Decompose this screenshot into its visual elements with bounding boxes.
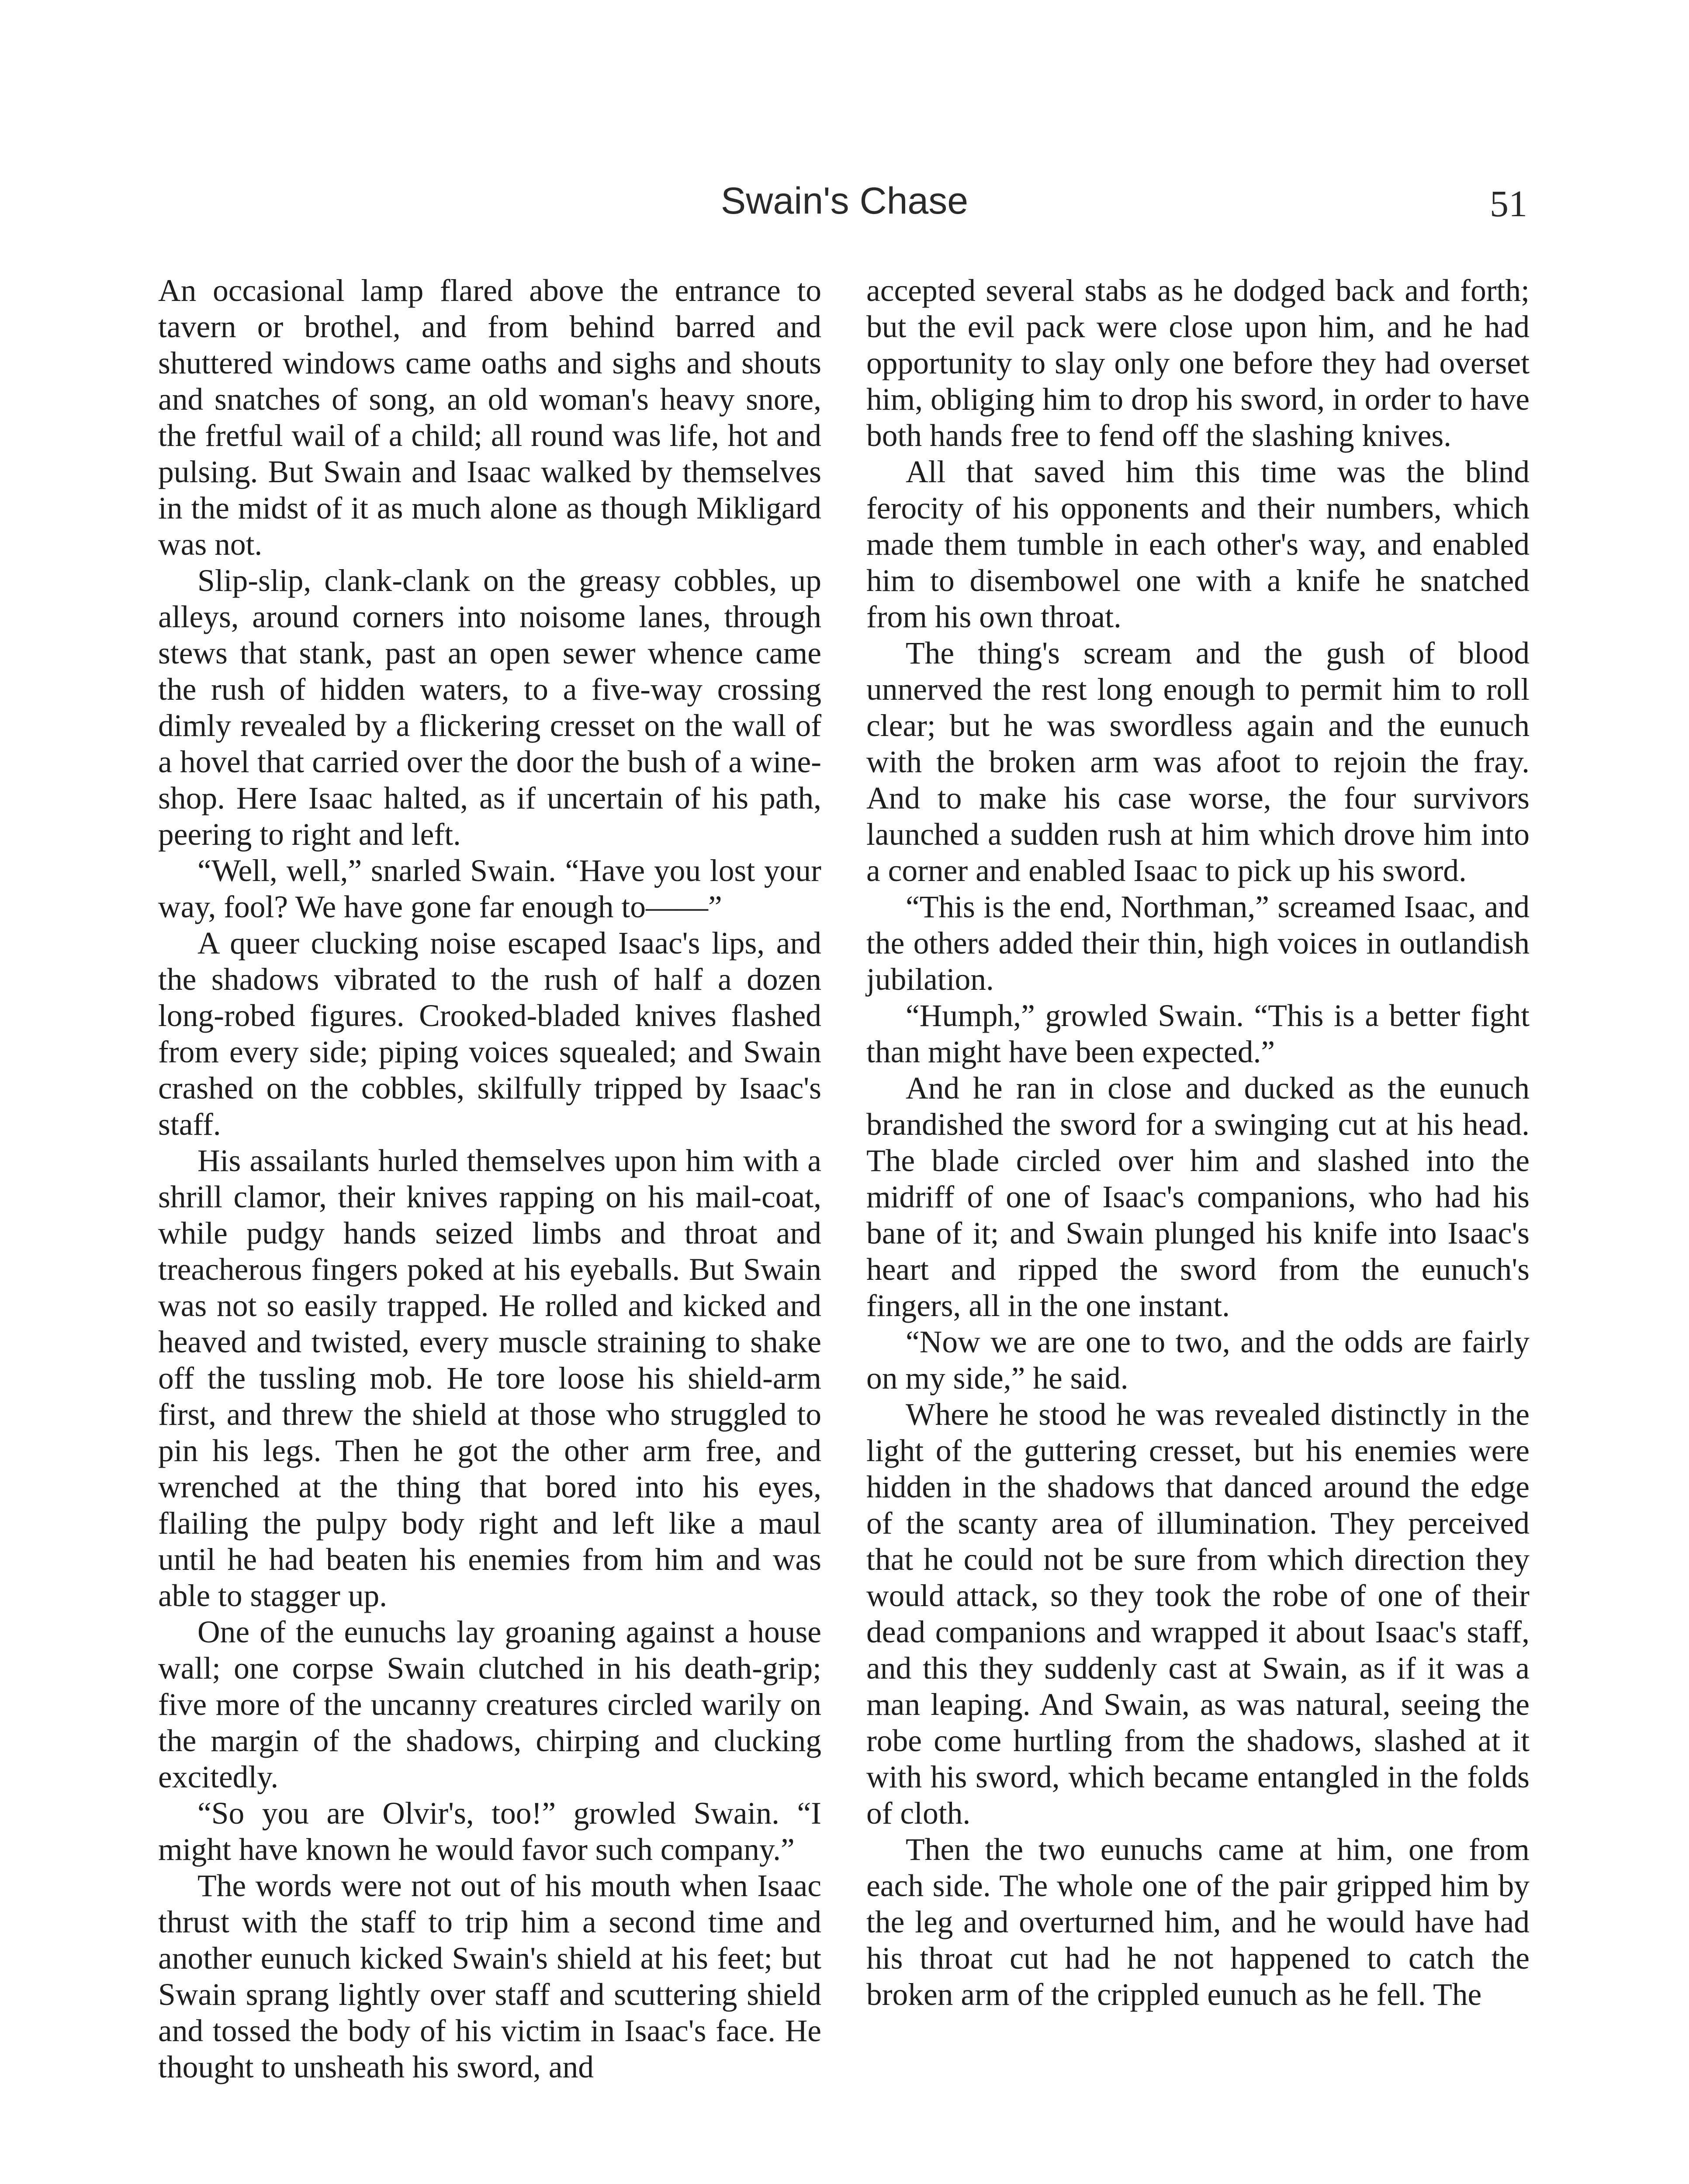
- paragraph: One of the eunuchs lay groaning against a house wall; one corpse Swain clutched in his death-grip; five more of the uncanny creatures circled warily on the margin of the shadows, chirping and clucking excitedly.: [158, 1615, 821, 1794]
- paragraph: accepted several stabs as he dodged back and forth; but the evil pack were close upon him, and he had opportunity to slay only one before they had overset him, obliging him to drop his sword, in order to have both hands free to fend off the slashing knives.: [866, 273, 1530, 453]
- paragraph: “So you are Olvir's, too!” growled Swain. “I might have known he would favor such company.”: [158, 1796, 821, 1867]
- paragraph: His assailants hurled themselves upon him with a shrill clamor, their knives rapping on his mail-coat, while pudgy hands seized limbs and throat and treacherous fingers poked at his eyeballs. But Swain was not so easily trapped. He rolled and kicked and heaved and twisted, every muscle straining to shake off the tussling mob. He tore loose his shield-arm first, and threw the shield at those who struggled to pin his legs. Then he got the other arm free, and wrenched at the thing that bored into his eyes, flailing the pulpy body right and left like a maul until he had beaten his enemies from him and was able to stagger up.: [158, 1144, 821, 1613]
- paragraph: Where he stood he was revealed distinctly in the light of the guttering cresset, but his enemies were hidden in the shadows that danced around the edge of the scanty area of illumination. They perceived that he could not be sure from which direction they would attack, so they took the robe of one of their dead companions and wrapped it about Isaac's staff, and this they suddenly cast at Swain, as if it was a man leaping. And Swain, as was natural, seeing the robe come hurtling from the shadows, slashed at it with his sword, which became entangled in the folds of cloth.: [866, 1397, 1530, 1831]
- paragraph: A queer clucking noise escaped Isaac's lips, and the shadows vibrated to the rush of half a dozen long-robed figures. Crooked-bladed knives flashed from every side; piping voices squealed; and Swain crashed on the cobbles, skilfully tripped by Isaac's staff.: [158, 926, 821, 1142]
- paragraph: “Humph,” growled Swain. “This is a better fight than might have been expected.”: [866, 999, 1530, 1069]
- paragraph: An occasional lamp flared above the entrance to tavern or brothel, and from behind barred and shuttered windows came oaths and sighs and shouts and snatches of song, an old woman's heavy snore, the fretful wail of a child; all round was life, hot and pulsing. But Swain and Isaac walked by themselves in the midst of it as much alone as though Mikligard was not.: [158, 273, 821, 562]
- page-number: 51: [1490, 183, 1527, 225]
- paragraph: The words were not out of his mouth when Isaac thrust with the staff to trip him a second time and another eunuch kicked Swain's shield at his feet; but Swain sprang lightly over staff and scuttering shield and tossed the body of his victim in Isaac's face. He thought to unsheath his sword, and: [158, 1869, 821, 2084]
- paragraph: “This is the end, Northman,” screamed Isaac, and the others added their thin, high voices in outlandish jubilation.: [866, 890, 1530, 997]
- paragraph: Then the two eunuchs came at him, one from each side. The whole one of the pair gripped him by the leg and overturned him, and he would have had his throat cut had he not happened to catch the broken arm of the crippled eunuch as he fell. The: [866, 1832, 1530, 2012]
- text-column-right: [866, 273, 1530, 2013]
- paragraph: All that saved him this time was the blind ferocity of his opponents and their numbers, which made them tumble in each other's way, and enabled him to disembowel one with a knife he snatched from his own throat.: [866, 455, 1530, 634]
- paragraph: Slip-slip, clank-clank on the greasy cobbles, up alleys, around corners into noisome lanes, through stews that stank, past an open sewer whence came the rush of hidden waters, to a five-way crossing dimly revealed by a flickering cresset on the wall of a hovel that carried over the door the bush of a wine-shop. Here Isaac halted, as if uncertain of his path, peering to right and left.: [158, 563, 821, 852]
- page-header: [0, 175, 1689, 240]
- paragraph: “Now we are one to two, and the odds are fairly on my side,” he said.: [866, 1325, 1530, 1396]
- running-title: Swain's Chase: [720, 180, 969, 222]
- text-column-left: [158, 273, 821, 2085]
- paragraph: The thing's scream and the gush of blood unnerved the rest long enough to permit him to roll clear; but he was swordless again and the eunuch with the broken arm was afoot to rejoin the fray. And to make his case worse, the four survivors launched a sudden rush at him which drove him into a corner and enabled Isaac to pick up his sword.: [866, 636, 1530, 888]
- paragraph: “Well, well,” snarled Swain. “Have you lost your way, fool? We have gone far enough to——”: [158, 854, 821, 924]
- paragraph: And he ran in close and ducked as the eunuch brandished the sword for a swinging cut at his head. The blade circled over him and slashed into the midriff of one of Isaac's companions, who had his bane of it; and Swain plunged his knife into Isaac's heart and ripped the sword from the eunuch's fingers, all in the one instant.: [866, 1071, 1530, 1323]
